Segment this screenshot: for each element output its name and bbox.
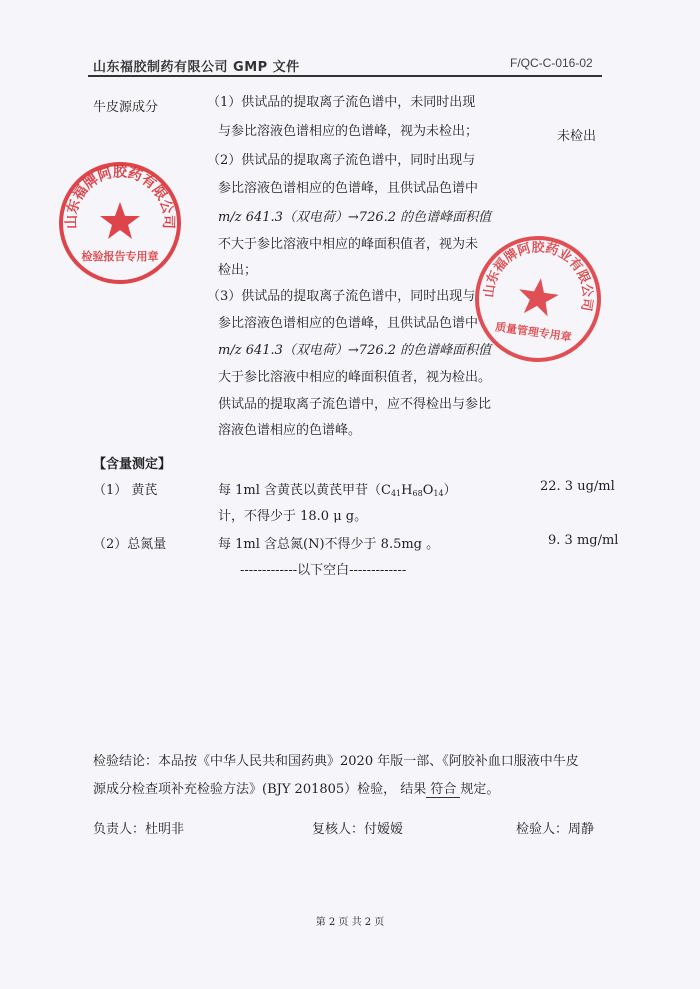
assay-item1-label: （1） 黄芪 <box>93 483 158 498</box>
item1-line: （1）供试品的提取离子流色谱中，未同时出现 <box>207 95 476 110</box>
right-seal-subtext: 质量管理专用章 <box>494 320 573 344</box>
item2-line: 不大于参比溶液中相应的峰面积值者，视为未 <box>218 237 479 252</box>
item3-line: 溶液色谱相应的色谱峰。 <box>218 423 362 438</box>
header-doc-code: F/QC-C-016-02 <box>510 56 593 70</box>
signature-inspector: 检验人：周静 <box>516 822 595 837</box>
item3-line: 大于参比溶液中相应的峰面积值者，视为检出。 <box>218 370 492 385</box>
conclusion-result: 符合 <box>426 778 460 798</box>
assay-item2-text: 每 1ml 含总氮(N)不得少于 8.5mg 。 <box>218 537 440 552</box>
assay-item2-label: （2）总氮量 <box>93 537 167 552</box>
left-seal-text: 山东福牌阿胶药有限公司 <box>63 164 177 230</box>
bovine-skin-label: 牛皮源成分 <box>93 100 159 115</box>
assay-item1-limit: 计，不得少于 18.0 μ g。 <box>218 509 368 524</box>
item3-line: m/z 641.3（双电荷）→726.2 的色谱峰面积值 <box>218 343 492 358</box>
signature-reviewer: 复核人：付嫒嫒 <box>312 822 404 837</box>
quality-management-seal <box>471 232 605 366</box>
header-rule <box>88 75 602 77</box>
conclusion-line1: 检验结论：本品按《中华人民共和国药典》2020 年版一部、《阿胶补血口服液中牛皮 <box>93 754 579 769</box>
assay-heading: 【含量测定】 <box>93 457 172 472</box>
star-icon <box>100 202 140 239</box>
item3-line: （3）供试品的提取离子流色谱中，同时出现与 <box>207 289 476 304</box>
assay-item1-text: 每 1ml 含黄芪以黄芪甲苷$(C_{41}H_{68}O_{14})$ <box>218 483 457 498</box>
blank-marker: -------------以下空白------------- <box>240 563 407 578</box>
item1-line: 与参比溶液色谱相应的色谱峰，视为未检出； <box>218 124 479 139</box>
right-seal-text: 山东福牌阿胶药业有限公司 <box>481 240 595 313</box>
assay-item1-result: 22. 3 ug/ml <box>540 479 615 494</box>
item3-line: 参比溶液色谱相应的色谱峰，且供试品色谱中 <box>218 316 479 331</box>
item2-line: 检出； <box>218 263 258 278</box>
assay-item2-result: 9. 3 mg/ml <box>548 533 619 548</box>
item2-line: m/z 641.3（双电荷）→726.2 的色谱峰面积值 <box>218 210 492 225</box>
item2-line: 参比溶液色谱相应的色谱峰，且供试品色谱中 <box>218 181 479 196</box>
left-seal-subtext: 检验报告专用章 <box>81 250 159 263</box>
item2-line: （2）供试品的提取离子流色谱中，同时出现与 <box>207 153 476 168</box>
conclusion-line2: 源成分检查项补充检验方法》(BJY 201805）检验， 结果 符合 规定。 <box>93 778 499 798</box>
bovine-skin-result: 未检出 <box>557 129 597 144</box>
header-company: 山东福胶制药有限公司 GMP 文件 <box>93 60 300 75</box>
star-icon <box>516 275 561 317</box>
inspection-report-seal <box>55 158 185 288</box>
item3-line: 供试品的提取离子流色谱中，应不得检出与参比 <box>218 397 492 412</box>
signature-responsible: 负责人：杜明非 <box>93 822 185 837</box>
page-number: 第 2 页 共 2 页 <box>315 917 385 928</box>
